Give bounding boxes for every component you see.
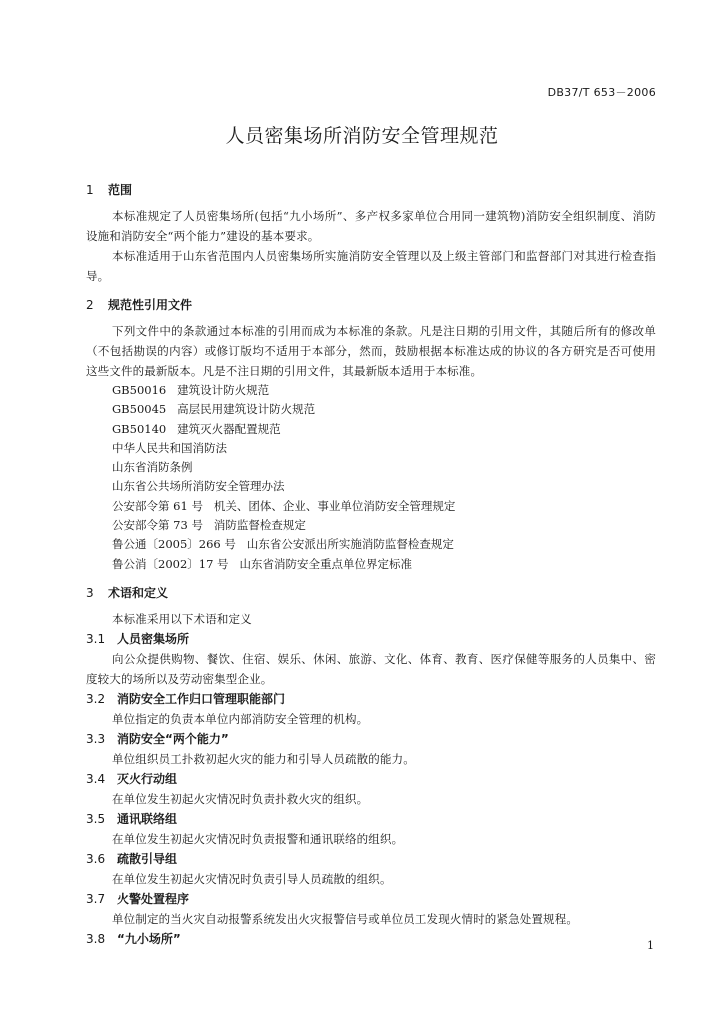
term-title: “九小场所” bbox=[117, 931, 181, 946]
term-heading bbox=[86, 729, 656, 749]
term-number: 3.3 bbox=[86, 731, 106, 746]
term-definition: 在单位发生初起火灾情况时负责引导人员疏散的组织。 bbox=[112, 871, 392, 886]
term-title: 消防安全工作归口管理职能部门 bbox=[117, 691, 286, 706]
term-title: 疏散引导组 bbox=[117, 851, 178, 866]
section-3-heading bbox=[86, 583, 656, 603]
section-1-heading bbox=[86, 180, 656, 200]
section-2-paragraph-1: 下列文件中的条款通过本标准的引用而成为本标准的条款。凡是注日期的引用文件，其随后所有的修改单（不包括勘误的内容）或修订版均不适用于本部分，然而，鼓励根据本标准达成的协议的各方研究是否可使用这些文件的最新版本。凡是不注日期的引用文件，其最新版本适用于本标准。 bbox=[86, 324, 656, 378]
term-heading bbox=[86, 769, 656, 789]
term-definition: 在单位发生初起火灾情况时负责报警和通讯联络的组织。 bbox=[112, 831, 404, 846]
section-1-paragraph-2: 本标准适用于山东省范围内人员密集场所实施消防安全管理以及上级主管部门和监督部门对其进行检查指导。 bbox=[86, 249, 656, 283]
page-number: 1 bbox=[647, 939, 654, 952]
section-3-intro: 本标准采用以下术语和定义 bbox=[112, 611, 252, 626]
standard-code: DB37/T 653－2006 bbox=[547, 86, 656, 99]
section-title: 术语和定义 bbox=[108, 585, 169, 600]
reference-item: 公安部令第 73 号 消防监督检查规定 bbox=[112, 518, 306, 533]
section-number: 1 bbox=[86, 183, 94, 197]
reference-item: GB50045 高层民用建筑设计防火规范 bbox=[112, 402, 316, 417]
reference-item: 山东省公共场所消防安全管理办法 bbox=[112, 479, 285, 494]
term-title: 消防安全“两个能力” bbox=[117, 731, 229, 746]
reference-item: GB50016 建筑设计防火规范 bbox=[112, 383, 270, 397]
section-1-paragraph-1: 本标准规定了人员密集场所(包括“九小场所”、多产权多家单位合用同一建筑物)消防安全组织制度、消防设施和消防安全“两个能力”建设的基本要求。 bbox=[86, 209, 656, 243]
term-number: 3.5 bbox=[86, 811, 106, 826]
document-body bbox=[86, 180, 656, 949]
reference-item: 山东省消防条例 bbox=[112, 460, 193, 475]
document-title: 人员密集场所消防安全管理规范 bbox=[225, 125, 499, 147]
term-heading bbox=[86, 849, 656, 869]
term-title: 人员密集场所 bbox=[117, 631, 190, 646]
term-heading bbox=[86, 809, 656, 829]
section-title: 规范性引用文件 bbox=[108, 298, 193, 312]
term-definition: 单位制定的当火灾自动报警系统发出火灾报警信号或单位员工发现火情时的紧急处置规程。 bbox=[112, 911, 578, 926]
reference-item: 鲁公消〔2002〕17 号 山东省消防安全重点单位界定标准 bbox=[112, 556, 413, 571]
section-2-heading bbox=[86, 295, 656, 315]
term-definition: 单位指定的负责本单位内部消防安全管理的机构。 bbox=[112, 711, 369, 726]
reference-item: 中华人民共和国消防法 bbox=[112, 440, 227, 455]
term-definition: 单位组织员工扑救初起火灾的能力和引导人员疏散的能力。 bbox=[112, 751, 415, 766]
term-definition: 在单位发生初起火灾情况时负责扑救火灾的组织。 bbox=[112, 791, 369, 806]
term-title: 火警处置程序 bbox=[117, 891, 190, 906]
term-number: 3.4 bbox=[86, 771, 106, 786]
term-number: 3.2 bbox=[86, 691, 106, 706]
term-heading bbox=[86, 629, 656, 649]
term-heading bbox=[86, 889, 656, 909]
term-number: 3.8 bbox=[86, 931, 106, 946]
term-heading bbox=[86, 929, 656, 949]
reference-item: 鲁公通〔2005〕266 号 山东省公安派出所实施消防监督检查规定 bbox=[112, 537, 454, 552]
section-number: 2 bbox=[86, 298, 94, 312]
section-title: 范围 bbox=[108, 183, 133, 197]
term-definition: 向公众提供购物、餐饮、住宿、娱乐、休闲、旅游、文化、体育、教育、医疗保健等服务的人员集中、密度较大的场所以及劳动密集型企业。 bbox=[86, 651, 656, 686]
reference-item: GB50140 建筑灭火器配置规范 bbox=[112, 421, 281, 436]
reference-item: 公安部令第 61 号 机关、团体、企业、事业单位消防安全管理规定 bbox=[112, 498, 456, 513]
term-number: 3.7 bbox=[86, 891, 106, 906]
term-number: 3.6 bbox=[86, 851, 106, 866]
term-title: 灭火行动组 bbox=[117, 771, 178, 786]
term-number: 3.1 bbox=[86, 631, 106, 646]
section-number: 3 bbox=[86, 585, 94, 600]
term-title: 通讯联络组 bbox=[117, 811, 178, 826]
term-heading bbox=[86, 689, 656, 709]
